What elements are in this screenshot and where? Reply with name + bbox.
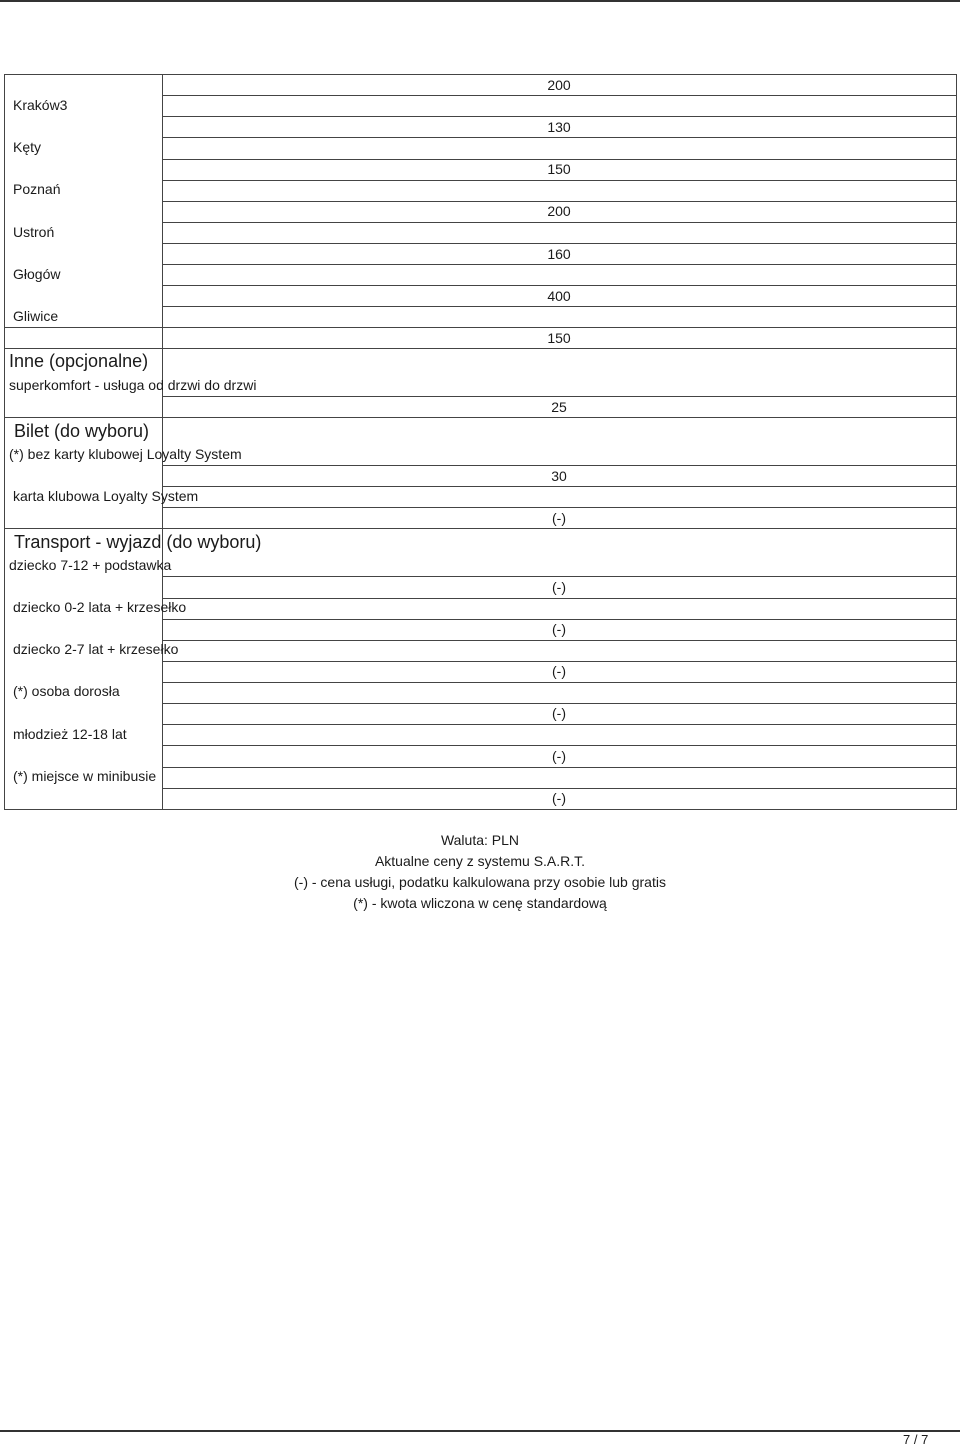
row-separator bbox=[162, 159, 957, 160]
price-value: 200 bbox=[547, 203, 571, 219]
page-number: 7 / 7 bbox=[903, 1432, 929, 1447]
table-border-left bbox=[4, 74, 5, 810]
row-label: dziecko 7-12 + podstawka bbox=[9, 557, 172, 573]
row-separator bbox=[162, 640, 957, 641]
row-label: karta klubowa Loyalty System bbox=[13, 488, 199, 504]
price-value: (-) bbox=[552, 663, 566, 679]
table-column-divider bbox=[162, 74, 163, 810]
price-value: 400 bbox=[547, 288, 571, 304]
row-separator bbox=[162, 598, 957, 599]
row-separator bbox=[162, 703, 957, 704]
row-separator bbox=[162, 116, 957, 117]
row-separator bbox=[162, 396, 957, 397]
row-separator bbox=[162, 507, 957, 508]
row-separator bbox=[162, 243, 957, 244]
top-rule bbox=[0, 0, 960, 2]
row-separator bbox=[162, 745, 957, 746]
price-value: 200 bbox=[547, 77, 571, 93]
price-value: (-) bbox=[552, 705, 566, 721]
row-separator bbox=[162, 661, 957, 662]
source-note: Aktualne ceny z systemu S.A.R.T. bbox=[374, 853, 586, 869]
row-separator bbox=[162, 264, 957, 265]
row-separator bbox=[162, 95, 957, 96]
row-separator bbox=[162, 767, 957, 768]
row-separator bbox=[4, 417, 957, 418]
row-separator bbox=[162, 201, 957, 202]
row-separator bbox=[162, 306, 957, 307]
row-label: superkomfort - usługa od drzwi do drzwi bbox=[9, 377, 257, 393]
row-separator bbox=[4, 327, 957, 328]
row-label: (*) miejsce w minibusie bbox=[13, 768, 157, 784]
price-value: (-) bbox=[552, 510, 566, 526]
row-separator bbox=[162, 285, 957, 286]
price-value: (-) bbox=[552, 579, 566, 595]
row-separator bbox=[162, 724, 957, 725]
row-label: (*) bez karty klubowej Loyalty System bbox=[9, 446, 242, 462]
row-separator bbox=[162, 486, 957, 487]
legend-dash-note: (-) - cena usługi, podatku kalkulowana przy osobie lub gratis bbox=[294, 874, 666, 890]
legend-star-note: (*) - kwota wliczona w cenę standardową bbox=[353, 895, 607, 911]
row-separator bbox=[4, 348, 957, 349]
row-label: dziecko 2-7 lat + krzesełko bbox=[13, 641, 179, 657]
price-value: 150 bbox=[547, 330, 571, 346]
price-value: (-) bbox=[552, 748, 566, 764]
bottom-rule bbox=[0, 1430, 960, 1432]
row-label: Kraków3 bbox=[13, 97, 68, 113]
section-heading: Bilet (do wyboru) bbox=[14, 421, 150, 441]
row-separator bbox=[162, 137, 957, 138]
table-border-right bbox=[956, 74, 957, 810]
currency-note: Waluta: PLN bbox=[440, 832, 520, 848]
row-separator bbox=[162, 180, 957, 181]
row-separator bbox=[4, 528, 957, 529]
row-separator bbox=[162, 619, 957, 620]
table-border-top bbox=[4, 74, 957, 75]
row-label: dziecko 0-2 lata + krzesełko bbox=[13, 599, 187, 615]
row-label: młodzież 12-18 lat bbox=[13, 726, 127, 742]
price-value: 30 bbox=[551, 468, 567, 484]
section-heading: Inne (opcjonalne) bbox=[9, 351, 149, 371]
row-label: (*) osoba dorosła bbox=[13, 683, 120, 699]
row-label: Kęty bbox=[13, 139, 42, 155]
row-separator bbox=[162, 788, 957, 789]
row-separator bbox=[162, 465, 957, 466]
row-label: Ustroń bbox=[13, 224, 55, 240]
row-separator bbox=[162, 222, 957, 223]
price-value: (-) bbox=[552, 621, 566, 637]
row-separator bbox=[162, 576, 957, 577]
row-label: Głogów bbox=[13, 266, 61, 282]
table-border-bottom bbox=[4, 809, 957, 810]
price-value: 160 bbox=[547, 246, 571, 262]
price-value: (-) bbox=[552, 790, 566, 806]
price-value: 130 bbox=[547, 119, 571, 135]
row-label: Poznań bbox=[13, 181, 61, 197]
price-value: 150 bbox=[547, 161, 571, 177]
row-separator bbox=[162, 682, 957, 683]
price-value: 25 bbox=[551, 399, 567, 415]
section-heading: Transport - wyjazd (do wyboru) bbox=[14, 532, 262, 552]
row-label: Gliwice bbox=[13, 308, 59, 324]
